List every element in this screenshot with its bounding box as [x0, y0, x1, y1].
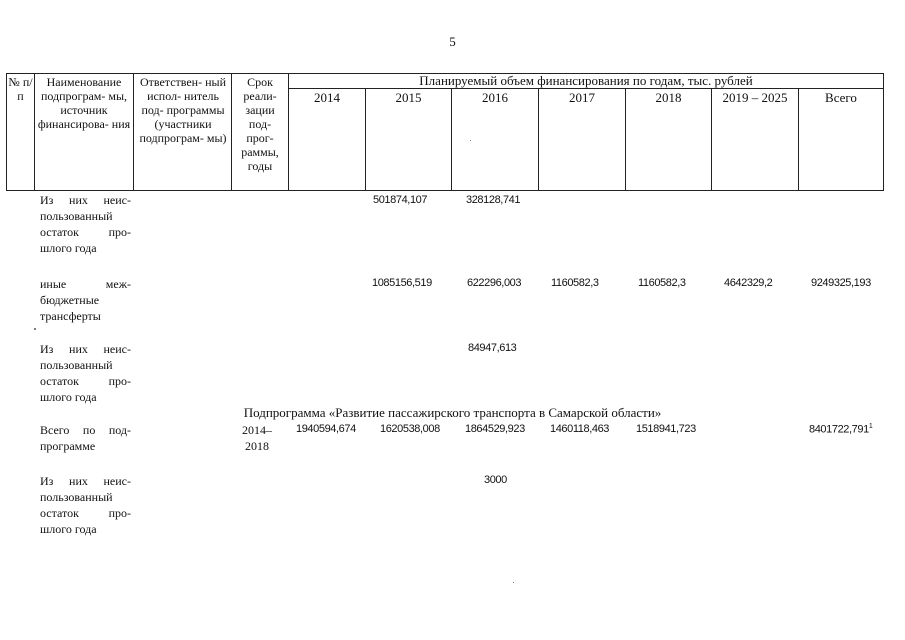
value-total	[809, 423, 872, 436]
value-2016: 84947,613	[468, 342, 517, 354]
header-divider	[34, 73, 35, 191]
section-title: Подпрограмма «Развитие пассажирского транспорта в Самарской области»	[243, 405, 662, 420]
scan-speck	[34, 328, 36, 330]
value-2017: 1460118,463	[550, 423, 610, 435]
value-2016: 622296,003	[467, 277, 522, 289]
col-header-term: Срок реали- зации под- прог- раммы, годы	[241, 75, 279, 173]
col-header-number: № п/п	[8, 75, 33, 103]
value-2016: 3000	[484, 474, 507, 486]
col-header-year: 2014	[314, 90, 340, 105]
table-header	[6, 73, 884, 191]
scan-speck	[470, 140, 471, 141]
value-2014: 1940594,674	[296, 423, 356, 435]
col-header-year: 2015	[395, 90, 422, 105]
header-divider	[231, 73, 232, 191]
value-total-number: 8401722,791	[809, 423, 869, 436]
value-2015: 1085156,519	[372, 277, 432, 289]
value-2018: 1518941,723	[636, 423, 696, 435]
row-name: Всего по под- программе	[40, 423, 131, 453]
col-header-name: Наименование подпрограм- мы, источник финансирова- ния	[37, 75, 131, 131]
col-header-total: Всего	[825, 90, 857, 105]
value-2017: 1160582,3	[551, 277, 599, 289]
col-header-planned-funding: Планируемый объем финансирования по годам, тыс. рублей	[419, 73, 753, 88]
value-2018: 1160582,3	[638, 277, 686, 289]
footnote-mark: 1	[868, 423, 873, 430]
col-header-executor: Ответствен- ный испол- нитель под- программы (участники подпрограм- мы)	[139, 75, 227, 145]
row-name: Из них неис- пользованный остаток про- шлого года	[40, 474, 131, 536]
header-years-divider	[288, 88, 884, 89]
value-2015: 501874,107	[373, 194, 428, 206]
row-term: 2014– 2018	[242, 423, 272, 453]
page-number: 5	[449, 34, 456, 49]
scan-speck	[513, 582, 514, 583]
value-2019-2025: 4642329,2	[724, 277, 773, 289]
col-header-year: 2017	[569, 90, 595, 105]
col-header-year: 2016	[482, 90, 508, 105]
header-bottom-border	[6, 190, 884, 191]
row-name: Из них неис- пользованный остаток про- шлого года	[40, 342, 131, 404]
value-2016: 1864529,923	[465, 423, 525, 435]
value-2015: 1620538,008	[380, 423, 440, 435]
value-2016: 328128,741	[466, 194, 521, 206]
col-header-year: 2018	[655, 90, 682, 105]
col-header-year: 2019 – 2025	[722, 90, 788, 105]
value-total: 9249325,193	[811, 277, 871, 289]
header-border-right	[883, 73, 884, 191]
header-divider	[133, 73, 134, 191]
row-name: иные меж- бюджетные трансферты	[40, 277, 131, 323]
row-name: Из них неис- пользованный остаток про- шлого года	[40, 193, 131, 255]
